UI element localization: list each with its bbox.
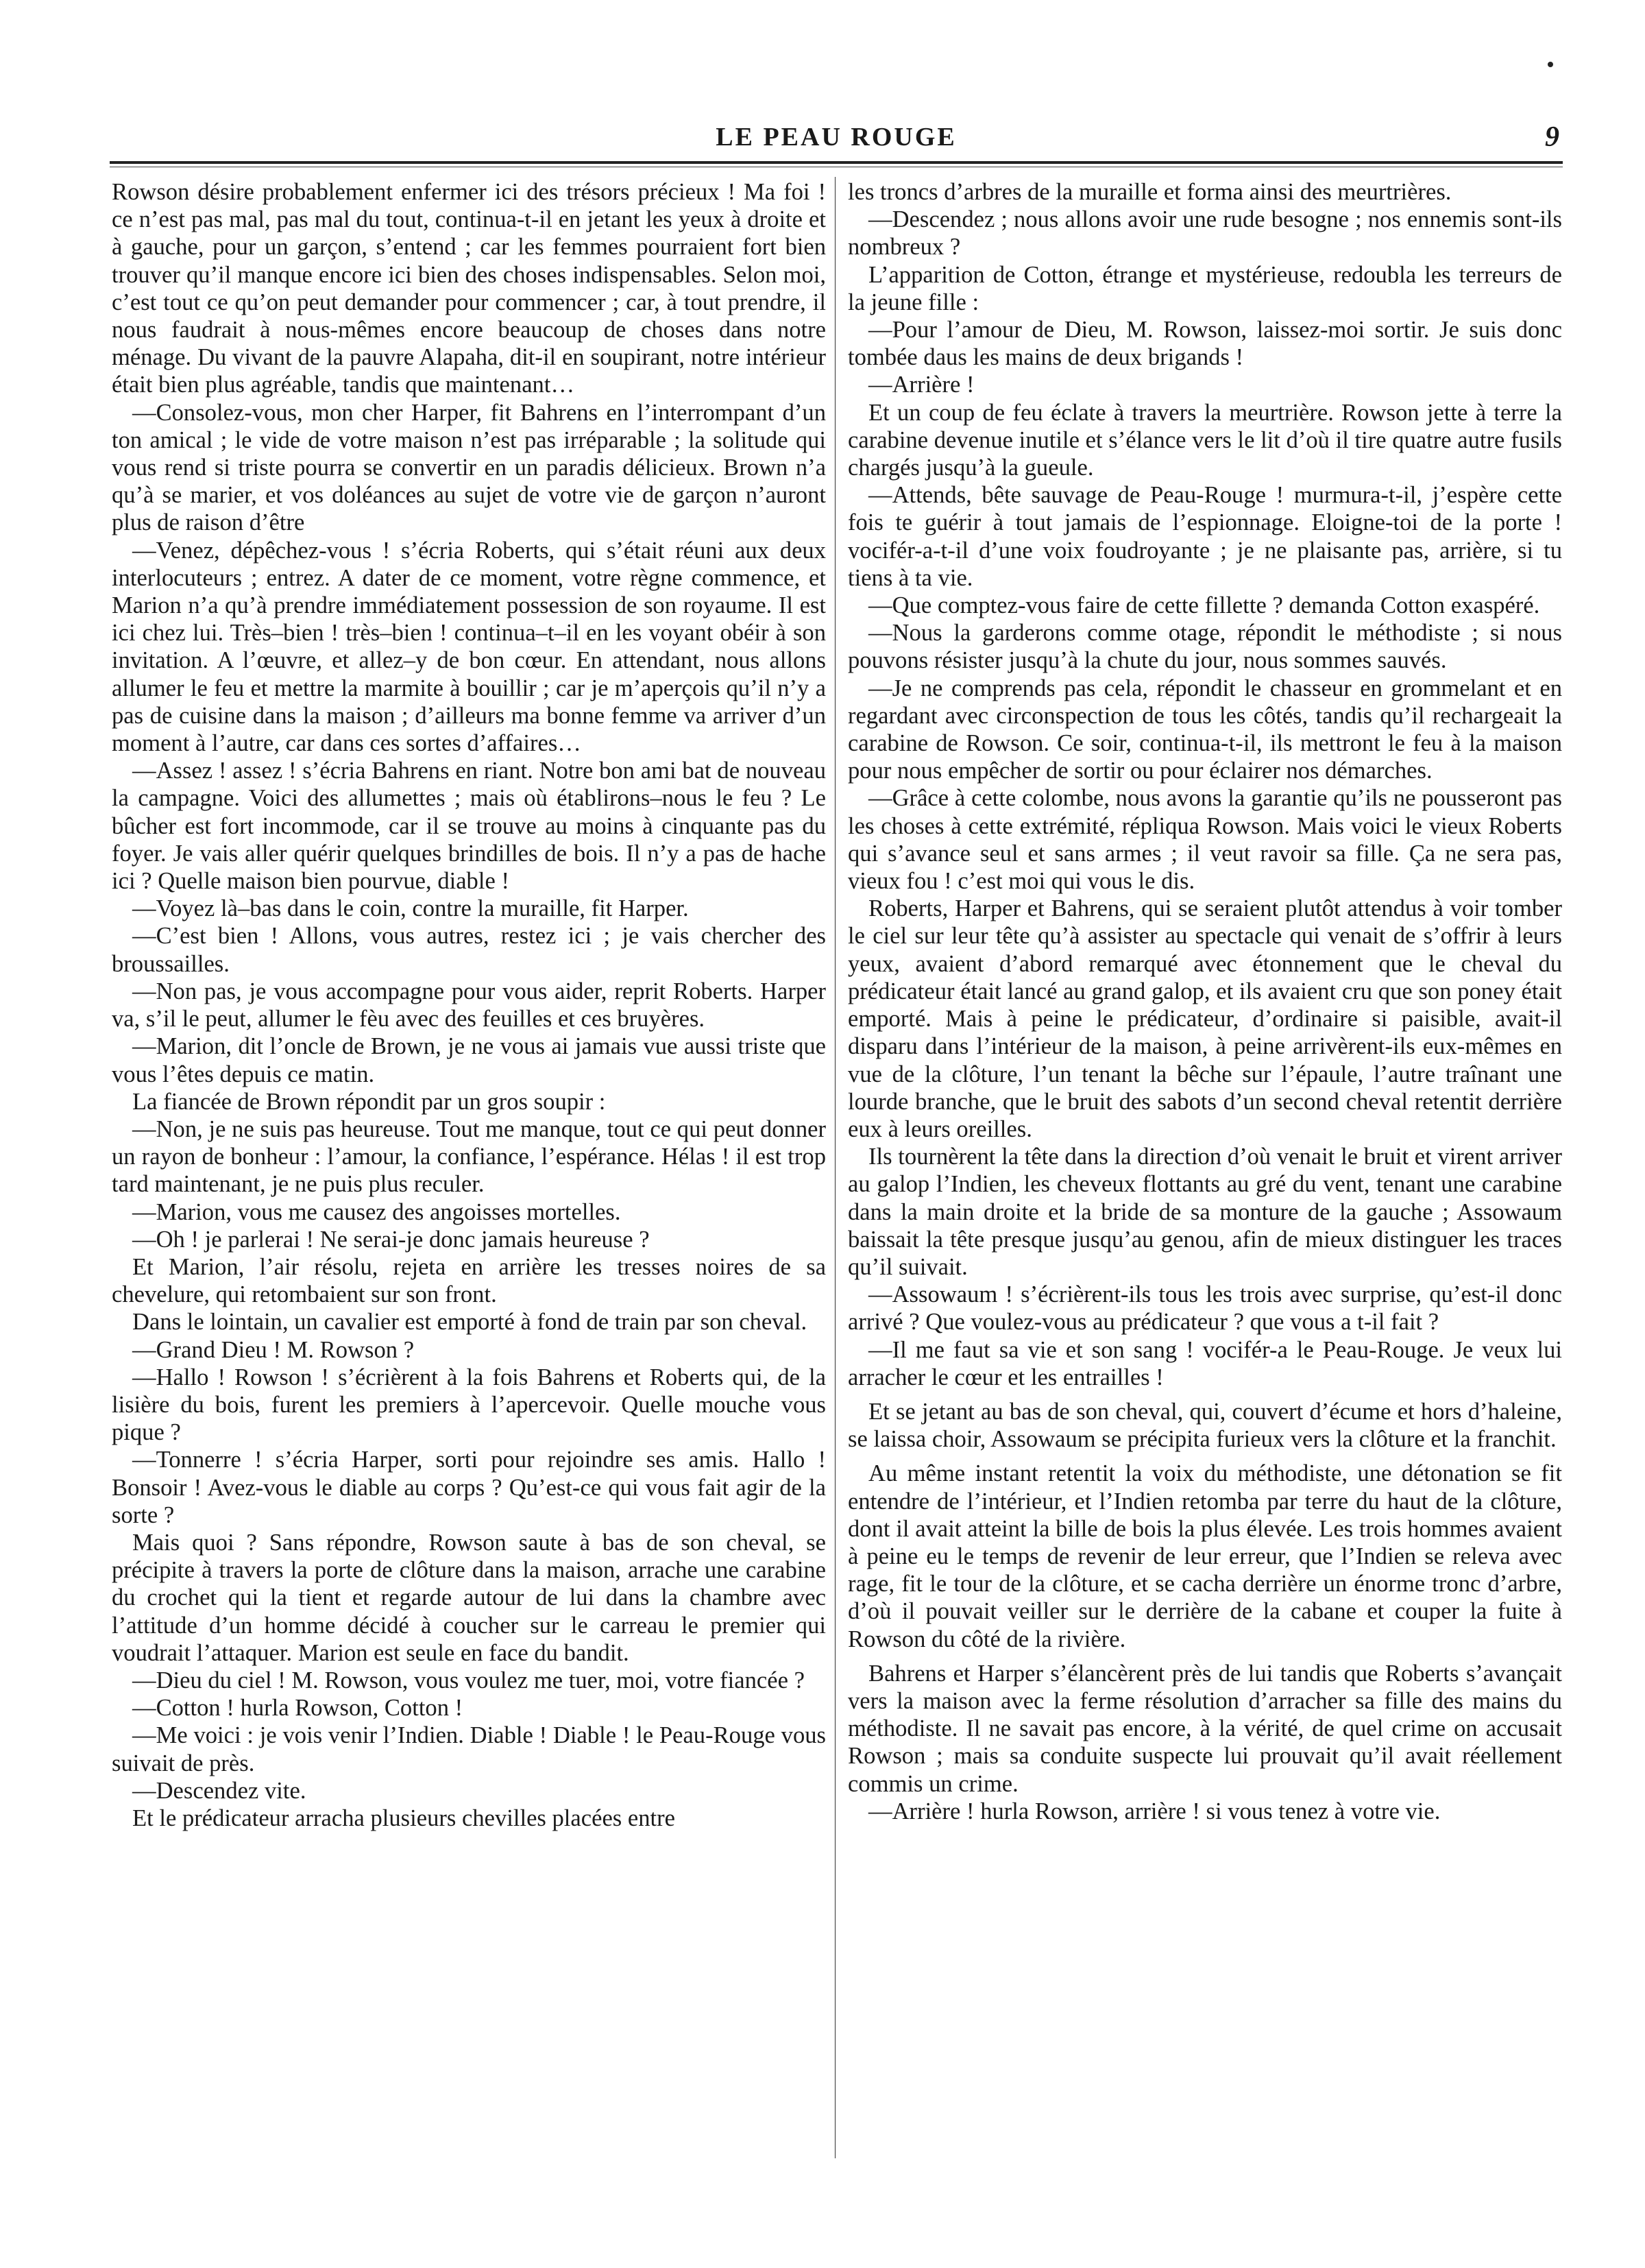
paragraph: Au même instant retentit la voix du méthodiste, une détonation se fit entendre de l’intérieur, et l’Indien retomba par terre du haut de la clôture, dont il avait atteint la bille de bois la plus élevée. Les trois hommes avaient à peine eu le temps de revenir de leur erreur, que l’Indien se releva avec rage, fit le tour de la clôture, et se cacha derrière un énorme tronc d’arbre, d’où il pouvait veiller sur le derrière de la cabane et couper la fuite à Rowson du côté de la rivière. xyxy=(848,1460,1562,1652)
page-number: 9 xyxy=(1545,121,1559,153)
paragraph: Et se jetant au bas de son cheval, qui, couvert d’écume et hors d’haleine, se laissa choir, Assowaum se précipita furieux vers la clôture et la franchit. xyxy=(848,1398,1562,1453)
paragraph: —Hallo ! Rowson ! s’écrièrent à la fois Bahrens et Roberts qui, de la lisière du bois, furent les premiers à l’apercevoir. Quelle mouche vous pique ? xyxy=(112,1364,826,1446)
paragraph: Rowson désire probablement enfermer ici des trésors précieux ! Ma foi ! ce n’est pas mal, pas mal du tout, continua-t-il en jetant les yeux à droite et à gauche, pour un garçon, s’entend ; car les femmes pourraient fort bien trouver qu’il manque encore ici bien des choses indispensables. Selon moi, c’est tout ce qu’on peut demander pour commencer ; car, à tout prendre, il nous faudrait à nous-mêmes encore beaucoup de choses dans notre ménage. Du vivant de la pauvre Alapaha, dit-il en soupirant, notre intérieur était bien plus agréable, tandis que maintenant… xyxy=(112,179,826,398)
paragraph: —Grâce à cette colombe, nous avons la garantie qu’ils ne pousseront pas les choses à cette extrémité, répliqua Rowson. Mais voici le vieux Roberts qui s’avance seul et sans armes ; il veut ravoir sa fille. Ça ne sera pas, vieux fou ! c’est moi qui vous le dis. xyxy=(848,785,1562,895)
paragraph: —Oh ! je parlerai ! Ne serai-je donc jamais heureuse ? xyxy=(132,1226,650,1253)
paragraph: La fiancée de Brown répondit par un gros soupir : xyxy=(132,1088,606,1115)
paragraph: —Il me faut sa vie et son sang ! vocifér-a le Peau-Rouge. Je veux lui arracher le cœur et les entrailles ! xyxy=(848,1336,1562,1390)
paragraph: —Arrière ! xyxy=(868,372,975,398)
paragraph: —Que comptez-vous faire de cette fillette ? demanda Cotton exaspéré. xyxy=(868,592,1540,619)
page-header xyxy=(113,122,1559,156)
running-title: LE PEAU ROUGE xyxy=(716,123,957,152)
paragraph: —Marion, vous me causez des angoisses mortelles. xyxy=(132,1198,621,1225)
paragraph: Et Marion, l’air résolu, rejeta en arrière les tresses noires de sa chevelure, qui retombaient sur son front. xyxy=(112,1253,826,1308)
paragraph: Roberts, Harper et Bahrens, qui se seraient plutôt attendus à voir tomber le ciel sur leur tête qu’à assister au spectacle qui venait de s’offrir à leurs yeux, avaient d’abord remarqué avec étonnement que le cheval du prédicateur était lancé au grand galop, et ils avaient cru que son poney était emporté. Mais à peine le prédicateur, d’ordinaire si paisible, avait-il disparu dans l’intérieur de la maison, à peine arrivèrent-ils eux-mêmes en vue de la clôture, l’un tenant la bêche sur l’épaule, l’autre traînant une lourde branche, que le bruit des sabots d’un second cheval retentit derrière eux à leurs oreilles. xyxy=(848,895,1562,1142)
paragraph: —Tonnerre ! s’écria Harper, sorti pour rejoindre ses amis. Hallo ! Bonsoir ! Avez-vous le diable au corps ? Qu’est-ce qui vous fait agir de la sorte ? xyxy=(112,1447,826,1528)
paragraph: —Dieu du ciel ! M. Rowson, vous voulez me tuer, moi, votre fiancée ? xyxy=(132,1667,805,1693)
paragraph: —Attends, bête sauvage de Peau-Rouge ! murmura-t-il, j’espère cette fois te guérir à tout jamais de l’espionnage. Eloigne-toi de la porte ! vocifér-a-t-il d’une voix foudroyante ; je ne plaisante pas, arrière, si tu tiens à ta vie. xyxy=(848,482,1562,591)
paragraph: —Consolez-vous, mon cher Harper, fit Bahrens en l’interrompant d’un ton amical ; le vide de votre maison n’est pas irréparable ; la solitude qui vous rend si triste pourra se convertir en un paradis délicieux. Brown n’a qu’à se marier, et vos doléances au sujet de votre vie de garçon n’auront plus de raison d’être xyxy=(112,399,826,536)
right-column xyxy=(848,178,1562,2173)
paragraph: Ils tournèrent la tête dans la direction d’où venait le bruit et virent arriver au galop l’Indien, les cheveux flottants au gré du vent, tenant une carabine dans la main droite et la bride de sa monture de la gauche ; Assowaum baissait la tête presque jusqu’au genou, afin de mieux distinguer les traces qu’il suivait. xyxy=(848,1144,1562,1280)
paragraph: Bahrens et Harper s’élancèrent près de lui tandis que Roberts s’avançait vers la maison avec la ferme résolution d’arracher sa fille des mains du méthodiste. Il ne savait pas encore, à la vérité, de quel crime on accusait Rowson ; mais sa conduite suspecte lui prouvait qu’il avait réellement commis un crime. xyxy=(848,1660,1562,1797)
paragraph: —Nous la garderons comme otage, répondit le méthodiste ; si nous pouvons résister jusqu’à la chute du jour, nous sommes sauvés. xyxy=(848,620,1562,674)
paragraph: —Descendez vite. xyxy=(132,1777,306,1804)
paragraph: —Non, je ne suis pas heureuse. Tout me manque, tout ce qui peut donner un rayon de bonheur : l’amour, la confiance, l’espérance. Hélas ! il est trop tard maintenant, je ne puis plus reculer. xyxy=(112,1115,826,1198)
paragraph: —Voyez là–bas dans le coin, contre la muraille, fit Harper. xyxy=(132,895,689,922)
left-column xyxy=(112,178,826,2173)
paragraph: —Marion, dit l’oncle de Brown, je ne vous ai jamais vue aussi triste que vous l’êtes depuis ce matin. xyxy=(112,1033,826,1087)
paragraph: —Cotton ! hurla Rowson, Cotton ! xyxy=(132,1695,463,1722)
paragraph: —Descendez ; nous allons avoir une rude besogne ; nos ennemis sont-ils nombreux ? xyxy=(848,206,1562,261)
paragraph: L’apparition de Cotton, étrange et mystérieuse, redoubla les terreurs de la jeune fille : xyxy=(848,261,1562,315)
paragraph: —Assez ! assez ! s’écria Bahrens en riant. Notre bon ami bat de nouveau la campagne. Voici des allumettes ; mais où établirons–nous le feu ? Le bûcher est fort incommode, car il se trouve au moins à cinquante pas du foyer. Je vais aller quérir quelques brindilles de bois. Il n’y a pas de hache ici ? Quelle maison bien pourvue, diable ! xyxy=(112,758,826,895)
paragraph: —Arrière ! hurla Rowson, arrière ! si vous tenez à votre vie. xyxy=(868,1798,1441,1824)
paragraph: —Non pas, je vous accompagne pour vous aider, reprit Roberts. Harper va, s’il le peut, allumer le fèu avec des feuilles et ces bruyères. xyxy=(112,978,826,1033)
column-divider xyxy=(835,177,836,2158)
paragraph: —C’est bien ! Allons, vous autres, restez ici ; je vais chercher des broussailles. xyxy=(112,923,826,977)
paragraph: Et un coup de feu éclate à travers la meurtrière. Rowson jette à terre la carabine devenue inutile et s’élance vers le lit d’où il tire quatre autre fusils chargés jusqu’à la gueule. xyxy=(848,399,1562,481)
paragraph: Dans le lointain, un cavalier est emporté à fond de train par son cheval. xyxy=(132,1309,807,1336)
paragraph: —Assowaum ! s’écrièrent-ils tous les trois avec surprise, qu’est-il donc arrivé ? Que voulez-vous au prédicateur ? que vous a t-il fait ? xyxy=(848,1281,1562,1336)
header-rule xyxy=(110,161,1563,164)
ink-speck xyxy=(1548,62,1553,67)
paragraph: les troncs d’arbres de la muraille et forma ainsi des meurtrières. xyxy=(848,179,1452,205)
paragraph: —Grand Dieu ! M. Rowson ? xyxy=(132,1336,415,1363)
paragraph: —Me voici : je vois venir l’Indien. Diable ! Diable ! le Peau-Rouge vous suivait de près. xyxy=(112,1722,826,1776)
paragraph: —Je ne comprends pas cela, répondit le chasseur en grommelant et en regardant avec circonspection de tous les côtés, tandis qu’il rechargeait la carabine de Rowson. Ce soir, continua-t-il, ils mettront le feu à la maison pour nous empêcher de sortir ou pour éclairer nos démarches. xyxy=(848,675,1562,784)
paragraph: —Pour l’amour de Dieu, M. Rowson, laissez-moi sortir. Je suis donc tombée daus les mains de deux brigands ! xyxy=(848,317,1562,371)
paragraph: —Venez, dépêchez-vous ! s’écria Roberts, qui s’était réuni aux deux interlocuteurs ; entrez. A dater de ce moment, votre règne commence, et Marion n’a qu’à prendre immédiatement possession de son royaume. Il est ici chez lui. Très–bien ! très–bien ! continua–t–il en les voyant obéir à son invitation. A l’œuvre, et allez–y de bon cœur. En attendant, nous allons allumer le feu et mettre la marmite à bouillir ; car je m’aperçois qu’il n’y a pas de cuisine dans la maison ; d’ailleurs ma bonne femme va arriver d’un moment à l’autre, car dans ces sortes d’affaires… xyxy=(112,537,826,757)
paragraph: Et le prédicateur arracha plusieurs chevilles placées entre xyxy=(132,1805,676,1831)
paragraph: Mais quoi ? Sans répondre, Rowson saute à bas de son cheval, se précipite à travers la porte de clôture dans la maison, arrache une carabine du crochet qui la tient et regarde autour de lui dans la chambre avec l’attitude d’un homme décidé à coucher sur le carreau le premier qui voudrait l’attaquer. Marion est seule en face du bandit. xyxy=(112,1529,826,1666)
